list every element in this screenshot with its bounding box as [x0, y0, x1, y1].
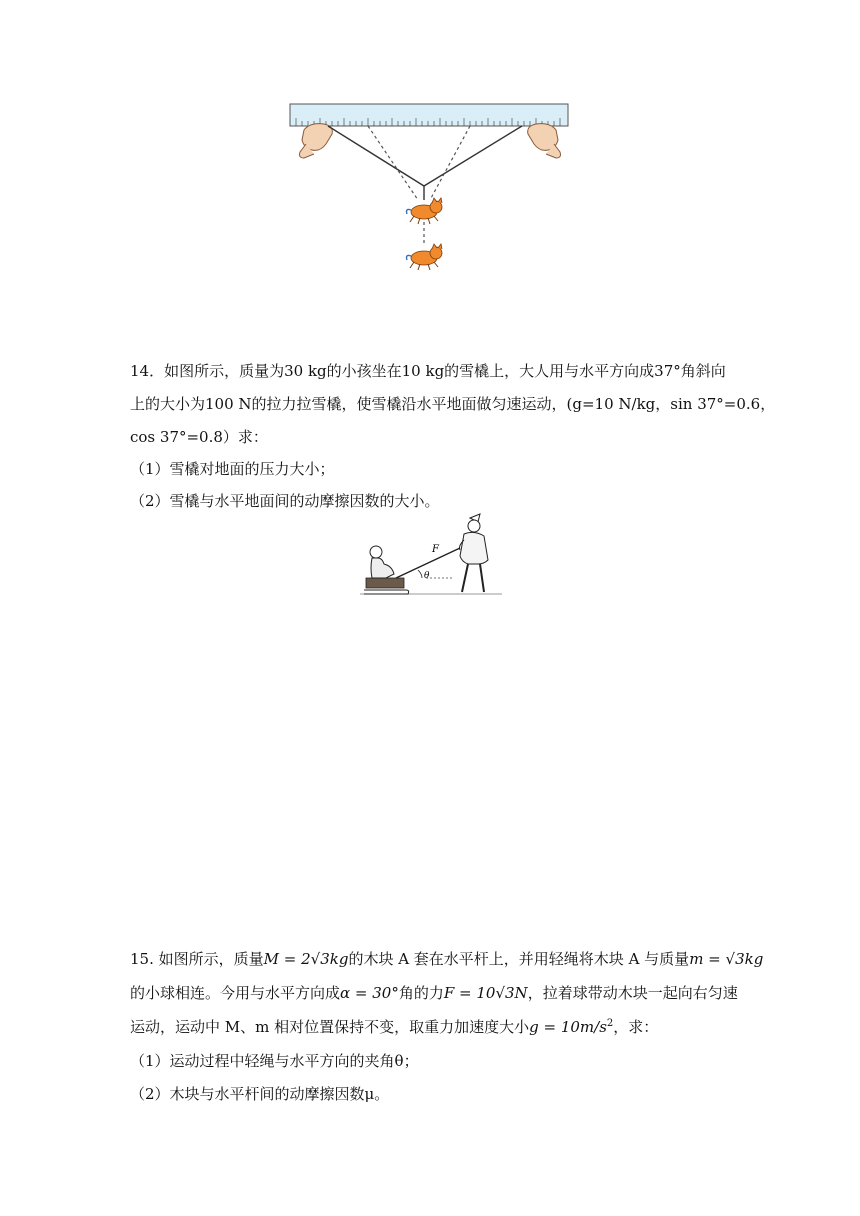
- math-angle-alpha: α = 30°: [340, 984, 399, 1002]
- cat-icon: [407, 244, 443, 270]
- q15-line-1: 15. 如图所示，质量M = 2√3kg的木块 A 套在水平杆上，并用轻绳将木块 A 与质量m = √3kg: [130, 950, 764, 968]
- ruler-string-figure: [282, 96, 578, 286]
- child-icon: [370, 546, 394, 578]
- q15-line-2: 的小球相连。今用与水平方向成α = 30°角的力F = 10√3N，拉着球带动木块一起向右匀速: [130, 984, 738, 1002]
- right-hand-icon: [528, 124, 561, 158]
- math-mass-m: m = √3kg: [689, 950, 764, 968]
- q14-subquestion-2: （2）雪橇与水平地面间的动摩擦因数的大小。: [130, 492, 440, 510]
- q15-subquestion-1: （1）运动过程中轻绳与水平方向的夹角θ；: [130, 1052, 419, 1070]
- adult-icon: [460, 514, 489, 592]
- q14-line-1: 14．如图所示，质量为30 kg的小孩坐在10 kg的雪橇上，大人用与水平方向成37°角斜向: [130, 362, 726, 380]
- q14-subquestion-1: （1）雪橇对地面的压力大小；: [130, 460, 335, 478]
- math-mass-M: M = 2√3kg: [263, 950, 349, 968]
- q14-line-3: cos 37°=0.8）求：: [130, 428, 268, 446]
- cat-icon: [407, 198, 443, 224]
- sled-icon: [364, 578, 409, 594]
- math-gravity-g: g = 10m/s: [529, 1018, 607, 1036]
- angle-label: θ: [424, 571, 430, 581]
- q15-line-3: 运动，运动中 M、m 相对位置保持不变，取重力加速度大小$g = 10m/s^2$，求：: [130, 1018, 659, 1036]
- sled-pulling-figure: [360, 512, 502, 598]
- math-force-F: F = 10√3N: [443, 984, 528, 1002]
- force-label: F: [432, 544, 439, 555]
- left-hand-icon: [300, 124, 333, 158]
- q15-subquestion-2: （2）木块与水平杆间的动摩擦因数μ。: [130, 1085, 390, 1103]
- q14-line-2: 上的大小为100 N的拉力拉雪橇，使雪橇沿水平地面做匀速运动，(g=10 N/kg，sin 37°=0.6，: [130, 395, 776, 413]
